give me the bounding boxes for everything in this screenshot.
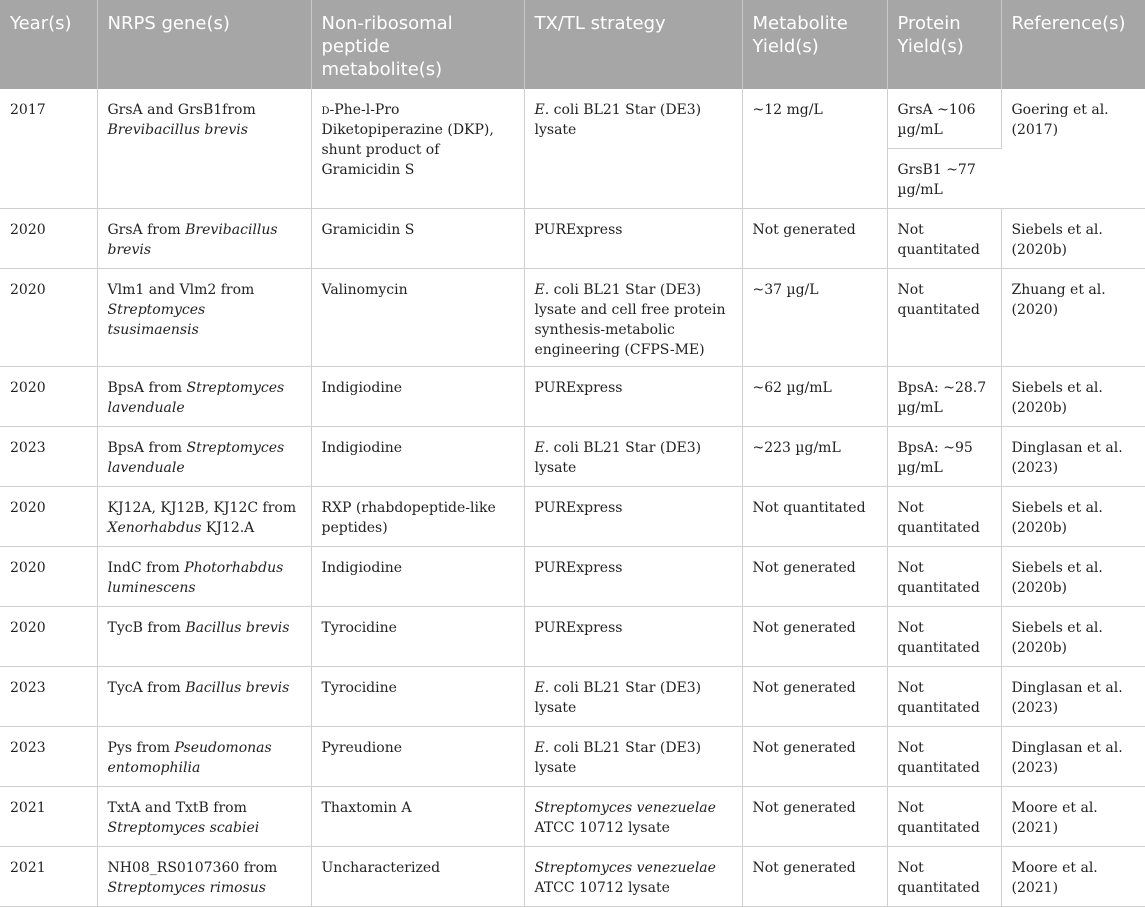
strategy-italic: E. — [534, 282, 550, 298]
cell-metabolite: Indigiodine — [311, 547, 524, 607]
cell-metabolite-yield: Not generated — [742, 547, 887, 607]
cell-year: 2020 — [0, 367, 97, 427]
gene-species: Streptomyces lavenduale — [107, 380, 285, 416]
strategy-text: PURExpress — [534, 560, 623, 576]
cell-protein-yield: GrsB1 ~77 µg/mL — [887, 149, 1001, 209]
cell-year: 2023 — [0, 727, 97, 787]
strategy-text: PURExpress — [534, 620, 623, 636]
cell-gene — [97, 427, 311, 487]
table-row — [0, 427, 1145, 487]
cell-year: 2021 — [0, 787, 97, 847]
cell-year: 2023 — [0, 427, 97, 487]
cell-year: 2021 — [0, 847, 97, 907]
cell-metabolite: Valinomycin — [311, 269, 524, 367]
cell-strategy — [524, 727, 742, 787]
strategy-text: coli BL21 Star (DE3) lysate — [534, 102, 702, 138]
cell-metabolite-yield: Not generated — [742, 787, 887, 847]
table-row — [0, 787, 1145, 847]
cell-metabolite-yield: Not generated — [742, 727, 887, 787]
cell-metabolite-yield: Not generated — [742, 209, 887, 269]
cell-metabolite: Tyrocidine — [311, 607, 524, 667]
cell-gene — [97, 667, 311, 727]
cell-year: 2020 — [0, 209, 97, 269]
cell-protein-yield: Not quantitated — [887, 847, 1001, 907]
cell-strategy — [524, 607, 742, 667]
cell-metabolite: RXP (rhabdopeptide-like peptides) — [311, 487, 524, 547]
strategy-text: PURExpress — [534, 380, 623, 396]
metabolite-prefix: d — [321, 102, 330, 118]
cell-metabolite-yield: Not generated — [742, 607, 887, 667]
strategy-text: ATCC 10712 lysate — [534, 820, 670, 836]
strategy-italic: Streptomyces venezuelae — [534, 860, 716, 876]
cell-metabolite-yield: Not generated — [742, 667, 887, 727]
cell-metabolite: Thaxtomin A — [311, 787, 524, 847]
gene-text: GrsA and GrsB1from — [107, 102, 256, 118]
gene-species: Brevibacillus brevis — [107, 122, 248, 138]
gene-text: IndC from — [107, 560, 185, 576]
cell-protein-yield: Not quantitated — [887, 209, 1001, 269]
table-row — [0, 547, 1145, 607]
strategy-text: coli BL21 Star (DE3) lysate — [534, 740, 702, 776]
gene-text: TycA from — [107, 680, 186, 696]
cell-strategy — [524, 89, 742, 209]
cell-strategy — [524, 847, 742, 907]
cell-reference: Zhuang et al. (2020) — [1001, 269, 1145, 367]
gene-text: BpsA from — [107, 440, 187, 456]
cell-year: 2020 — [0, 487, 97, 547]
strategy-italic: E. — [534, 440, 550, 456]
cell-protein-yield: Not quantitated — [887, 547, 1001, 607]
table-row — [0, 487, 1145, 547]
gene-species: Brevibacillus brevis — [107, 222, 278, 258]
cell-metabolite: Pyreudione — [311, 727, 524, 787]
header-gene: NRPS gene(s) — [97, 0, 311, 89]
gene-species: Streptomyces lavenduale — [107, 440, 285, 476]
strategy-italic: E. — [534, 740, 550, 756]
cell-gene — [97, 487, 311, 547]
cell-strategy — [524, 487, 742, 547]
cell-strategy — [524, 667, 742, 727]
table-row — [0, 847, 1145, 907]
cell-gene — [97, 269, 311, 367]
cell-reference: Goering et al. (2017) — [1001, 89, 1145, 209]
cell-metabolite: Gramicidin S — [311, 209, 524, 269]
cell-strategy — [524, 547, 742, 607]
cell-gene — [97, 847, 311, 907]
cell-year: 2023 — [0, 667, 97, 727]
cell-metabolite: Indigiodine — [311, 427, 524, 487]
gene-text: GrsA from — [107, 222, 186, 238]
cell-year: 2017 — [0, 89, 97, 209]
cell-metabolite-yield: Not generated — [742, 847, 887, 907]
cell-year: 2020 — [0, 269, 97, 367]
cell-metabolite — [311, 89, 524, 209]
header-metabolite: Non-ribosomal peptide metabolite(s) — [311, 0, 524, 89]
cell-metabolite: Indigiodine — [311, 367, 524, 427]
cell-metabolite-yield: ~37 µg/L — [742, 269, 887, 367]
gene-species: Streptomyces tsusimaensis — [107, 302, 206, 338]
strategy-italic: E. — [534, 680, 550, 696]
header-strategy: TX/TL strategy — [524, 0, 742, 89]
strategy-text: coli BL21 Star (DE3) lysate — [534, 680, 702, 716]
cell-protein-yield: BpsA: ~95 µg/mL — [887, 427, 1001, 487]
cell-reference: Siebels et al. (2020b) — [1001, 209, 1145, 269]
cell-protein-yield: Not quantitated — [887, 487, 1001, 547]
strategy-text: coli BL21 Star (DE3) lysate and cell free protein synthesis-metabolic engineering (CFPS-ME) — [534, 282, 726, 358]
gene-species: Pseudomonas entomophilia — [107, 740, 272, 776]
gene-species: Streptomyces rimosus — [107, 880, 266, 896]
cell-gene — [97, 209, 311, 269]
cell-metabolite-yield: ~12 mg/L — [742, 89, 887, 209]
gene-species: Photorhabdus luminescens — [107, 560, 284, 596]
cell-metabolite-yield: Not quantitated — [742, 487, 887, 547]
header-protein-yield: Protein Yield(s) — [887, 0, 1001, 89]
strategy-text: ATCC 10712 lysate — [534, 880, 670, 896]
gene-species: Bacillus brevis — [185, 680, 290, 696]
cell-metabolite: Uncharacterized — [311, 847, 524, 907]
cell-strategy — [524, 367, 742, 427]
table-row — [0, 209, 1145, 269]
cell-reference: Siebels et al. (2020b) — [1001, 547, 1145, 607]
cell-strategy — [524, 787, 742, 847]
gene-text: TycB from — [107, 620, 186, 636]
gene-text: KJ12A, KJ12B, KJ12C from — [107, 500, 297, 516]
cell-metabolite: Tyrocidine — [311, 667, 524, 727]
metabolite-text: -Phe-l-Pro Diketopiperazine (DKP), shunt product of Gramicidin S — [321, 102, 494, 178]
table-row — [0, 367, 1145, 427]
gene-species: Streptomyces scabiei — [107, 820, 260, 836]
cell-gene — [97, 727, 311, 787]
cell-gene — [97, 89, 311, 209]
cell-metabolite-yield: ~62 µg/mL — [742, 367, 887, 427]
cell-reference: Moore et al. (2021) — [1001, 787, 1145, 847]
cell-strategy — [524, 427, 742, 487]
cell-gene — [97, 607, 311, 667]
strategy-italic: Streptomyces venezuelae — [534, 800, 716, 816]
cell-reference: Siebels et al. (2020b) — [1001, 367, 1145, 427]
strategy-text: coli BL21 Star (DE3) lysate — [534, 440, 702, 476]
cell-reference: Siebels et al. (2020b) — [1001, 607, 1145, 667]
cell-reference: Siebels et al. (2020b) — [1001, 487, 1145, 547]
cell-gene — [97, 547, 311, 607]
cell-protein-yield: Not quantitated — [887, 727, 1001, 787]
cell-protein-yield: Not quantitated — [887, 787, 1001, 847]
table-row — [0, 89, 1145, 149]
cell-reference: Dinglasan et al. (2023) — [1001, 427, 1145, 487]
cell-year: 2020 — [0, 547, 97, 607]
gene-text: Vlm1 and Vlm2 from — [107, 282, 255, 298]
gene-suffix: KJ12.A — [201, 520, 255, 536]
strategy-text: PURExpress — [534, 500, 623, 516]
table-row — [0, 727, 1145, 787]
cell-protein-yield: Not quantitated — [887, 269, 1001, 367]
header-reference: Reference(s) — [1001, 0, 1145, 89]
cell-strategy — [524, 209, 742, 269]
cell-gene — [97, 367, 311, 427]
gene-text: BpsA from — [107, 380, 187, 396]
cell-reference: Moore et al. (2021) — [1001, 847, 1145, 907]
cell-metabolite-yield: ~223 µg/mL — [742, 427, 887, 487]
cell-protein-yield: Not quantitated — [887, 607, 1001, 667]
cell-year: 2020 — [0, 607, 97, 667]
gene-text: TxtA and TxtB from — [107, 800, 247, 816]
table-row — [0, 667, 1145, 727]
table-row — [0, 607, 1145, 667]
header-metabolite-yield: Metabolite Yield(s) — [742, 0, 887, 89]
cell-strategy — [524, 269, 742, 367]
gene-text: NH08_RS0107360 from — [107, 860, 278, 876]
strategy-text: PURExpress — [534, 222, 623, 238]
gene-species: Xenorhabdus — [107, 520, 202, 536]
table-row — [0, 269, 1145, 367]
cell-protein-yield: GrsA ~106 µg/mL — [887, 89, 1001, 149]
cell-protein-yield: Not quantitated — [887, 667, 1001, 727]
cell-reference: Dinglasan et al. (2023) — [1001, 727, 1145, 787]
header-year: Year(s) — [0, 0, 97, 89]
cell-protein-yield: BpsA: ~28.7 µg/mL — [887, 367, 1001, 427]
cell-gene — [97, 787, 311, 847]
table-header — [0, 0, 1145, 89]
gene-text: Pys from — [107, 740, 175, 756]
cell-reference: Dinglasan et al. (2023) — [1001, 667, 1145, 727]
strategy-italic: E. — [534, 102, 550, 118]
gene-species: Bacillus brevis — [185, 620, 290, 636]
